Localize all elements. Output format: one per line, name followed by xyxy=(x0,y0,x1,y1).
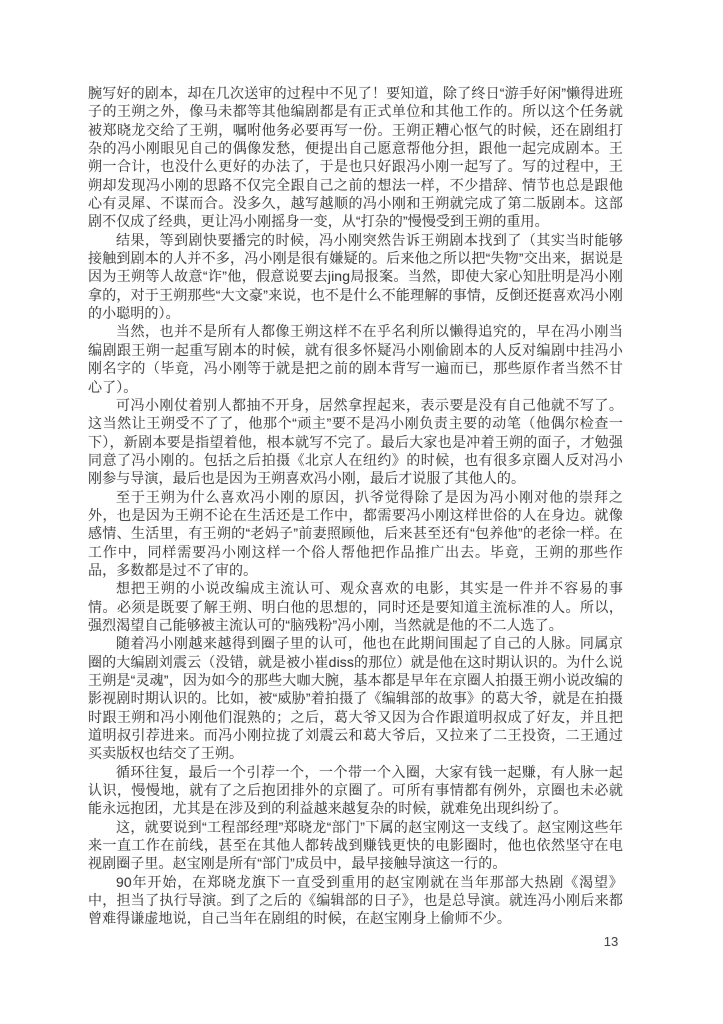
paragraph: 至于王朔为什么喜欢冯小刚的原因，扒爷觉得除了是因为冯小刚对他的崇拜之外，也是因为王朔不论在生活还是工作中，都需要冯小刚这样世俗的人在身边。就像感情、生活里，有王朔的“老妈子”前妻照顾他，后来甚至还有“包养他”的老徐一样。在工作中，同样需要冯小刚这样一个俗人帮他把作品推广出去。毕竟，王朔的那些作品，多数都是过不了审的。 xyxy=(88,488,623,578)
page-number: 13 xyxy=(603,934,619,949)
paragraph: 随着冯小刚越来越得到圈子里的认可，他也在此期间围起了自己的人脉。同属京圈的大编剧刘震云（没错，就是被小崔diss的那位）就是他在这时期认识的。为什么说王朔是“灵魂”，因为如今的那些大咖大腕，基本都是早年在京圈人拍摄王朔小说改编的影视剧时期认识的。比如，被“威胁”着拍摄了《编辑部的故事》的葛大爷，就是在拍摄时跟王朔和冯小刚他们混熟的；之后，葛大爷又因为合作跟道明叔成了好友，并且把道明叔引荐进来。而冯小刚拉拢了刘震云和葛大爷后，又拉来了二王投资，二王通过买卖版权也结交了王朔。 xyxy=(88,635,623,762)
paragraph: 想把王朔的小说改编成主流认可、观众喜欢的电影，其实是一件并不容易的事情。必须是既要了解王朔、明白他的思想的，同时还是要知道主流标准的人。所以，强烈渴望自己能够被主流认可的“脑残粉”冯小刚，当然就是他的不二人选了。 xyxy=(88,580,623,633)
paragraph: 可冯小刚仗着别人都抽不开身，居然拿捏起来，表示要是没有自己他就不写了。这当然让王朔受不了了，他那个“顽主”要不是冯小刚负责主要的动笔（他偶尔检查一下），新剧本要是指望着他，根本就写不完了。最后大家也是冲着王朔的面子，才勉强同意了冯小刚的。包括之后拍摄《北京人在纽约》的时候，也有很多京圈人反对冯小刚参与导演，最后也是因为王朔喜欢冯小刚，最后才说服了其他人的。 xyxy=(88,396,623,487)
article-body xyxy=(88,84,623,928)
paragraph: 结果，等到剧快要播完的时候，冯小刚突然告诉王朔剧本找到了（其实当时能够接触到剧本的人并不多，冯小刚是很有嫌疑的。后来他之所以把“失物”交出来，据说是因为王朔等人故意“诈”他，假意说要去jing局报案。当然，即使大家心知肚明是冯小刚拿的，对于王朔那些“大文豪”来说，也不是什么不能理解的事情，反倒还挺喜欢冯小刚的小聪明的）。 xyxy=(88,231,623,322)
paragraph: 90年开始，在郑晓龙旗下一直受到重用的赵宝刚就在当年那部大热剧《渴望》中，担当了执行导演。到了之后的《编辑部的日子》，也是总导演。就连冯小刚后来都曾难得谦虚地说，自己当年在剧组的时候，在赵宝刚身上偷师不少。 xyxy=(88,873,623,927)
paragraph: 当然，也并不是所有人都像王朔这样不在乎名利所以懒得追究的，早在冯小刚当编剧跟王朔一起重写剧本的时候，就有很多怀疑冯小刚偷剧本的人反对编剧中挂冯小刚名字的（毕竟，冯小刚等于就是把之前的剧本背写一遍而已，那些原作者当然不甘心了）。 xyxy=(88,323,623,395)
paragraph: 腕写好的剧本，却在几次送审的过程中不见了！要知道，除了终日“游手好闲”懒得进班子的王朔之外，像马未都等其他编剧都是有正式单位和其他工作的。所以这个任务就被郑晓龙交给了王朔，嘱咐他务必要再写一份。王朔正糟心怄气的时候，还在剧组打杂的冯小刚眼见自己的偶像发愁，便提出自己愿意帮他分担，跟他一起完成剧本。王朔一合计，也没什么更好的办法了，于是也只好跟冯小刚一起写了。写的过程中，王朔却发现冯小刚的思路不仅完全跟自己之前的想法一样，不少措辞、情节也总是跟他心有灵犀、不谋而合。没多久，越写越顺的冯小刚和王朔就完成了第二版剧本。这部剧不仅成了经典，更让冯小刚摇身一变，从“打杂的”慢慢受到王朔的重用。 xyxy=(88,85,623,230)
paragraph: 循环往复，最后一个引荐一个，一个带一个入圈，大家有钱一起赚，有人脉一起认识，慢慢地，就有了之后抱团排外的京圈了。可所有事情都有例外，京圈也未必就能永远抱团，尤其是在涉及到的利益越来越复杂的时候，就难免出现纠纷了。 xyxy=(88,763,623,817)
paragraph: 这，就要说到“工程部经理”郑晓龙“部门”下属的赵宝刚这一支线了。赵宝刚这些年来一直工作在前线，甚至在其他人都转战到赚钱更快的电影圈时，他也依然坚守在电视剧圈子里。赵宝刚是所有“部门”成员中，最早接触导演这一行的。 xyxy=(88,818,623,872)
